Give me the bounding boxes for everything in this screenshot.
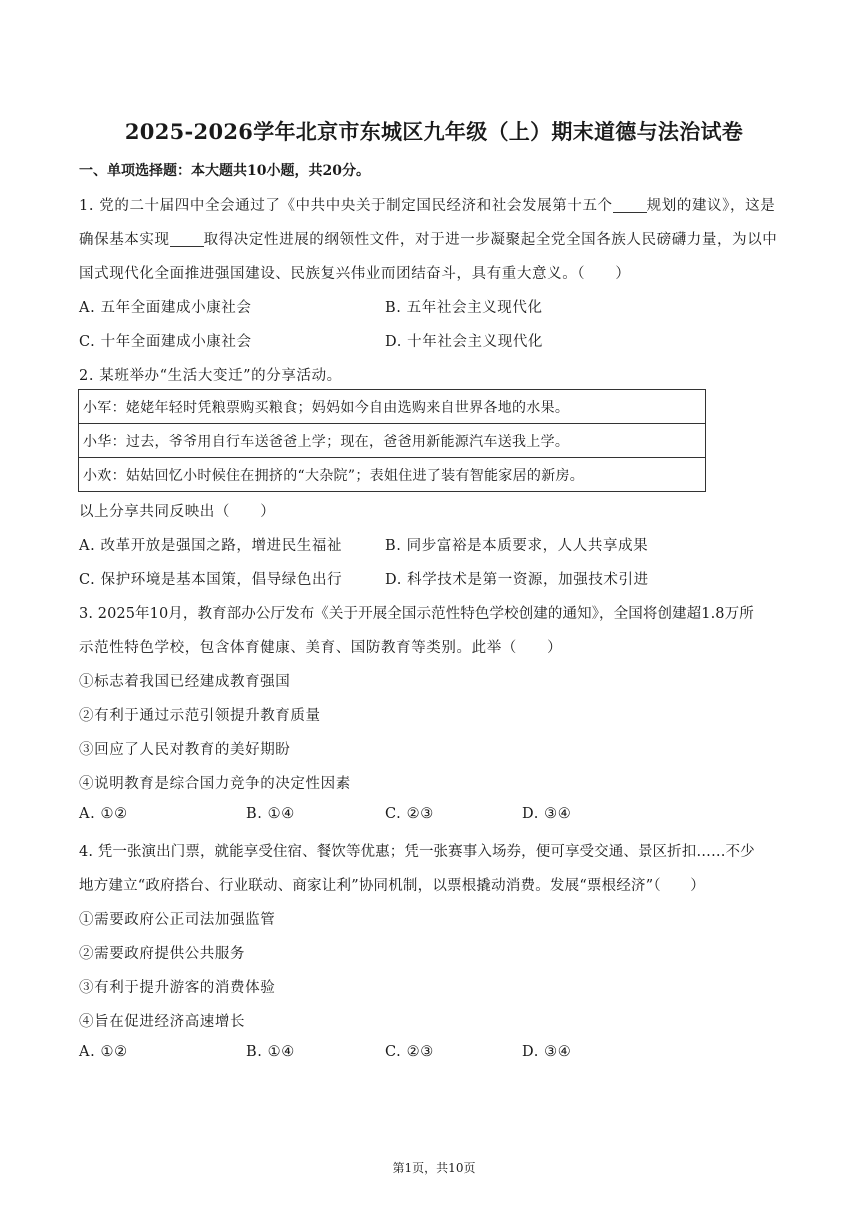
q1-option-a: A. 五年全面建成小康社会 [79, 300, 252, 316]
q4-item-1: ①需要政府公正司法加强监管 [79, 912, 276, 928]
q2-option-d: D. 科学技术是第一资源，加强技术引进 [385, 572, 649, 588]
q1-option-d: D. 十年社会主义现代化 [385, 334, 544, 350]
q2-row-3: 小欢：姑姑回忆小时候住在拥挤的“大杂院”；表姐住进了装有智能家居的新房。 [79, 458, 706, 492]
section-heading: 一、单项选择题：本大题共10小题，共20分。 [79, 163, 370, 179]
q3-item-2: ②有利于通过示范引领提升教育质量 [79, 708, 321, 724]
q1-option-c: C. 十年全面建成小康社会 [79, 334, 252, 350]
table-row [79, 390, 706, 424]
q1-line-1 [79, 194, 775, 215]
q3-option-c: C. ②③ [385, 806, 434, 822]
q1-option-b: B. 五年社会主义现代化 [385, 300, 543, 316]
q1-blank-1 [613, 198, 647, 213]
q3-item-4: ④说明教育是综合国力竞争的决定性因素 [79, 776, 351, 792]
q4-option-c: C. ②③ [385, 1044, 434, 1060]
q1-text-1a: 1. 党的二十届四中全会通过了《中共中央关于制定国民经济和社会发展第十五个 [79, 198, 613, 214]
q4-option-b: B. ①④ [246, 1044, 295, 1060]
q2-option-c: C. 保护环境是基本国策，倡导绿色出行 [79, 572, 343, 588]
q2-sharing-table [78, 389, 706, 492]
page-title: 2025-2026学年北京市东城区九年级（上）期末道德与法治试卷 [124, 119, 744, 144]
table-row [79, 458, 706, 492]
q1-text-1b: 规划的建议》，这是 [646, 198, 776, 214]
q1-line-3: 国式现代化全面推进强国建设、民族复兴伟业而团结奋斗，具有重大意义。（ ） [79, 266, 631, 282]
q3-option-d: D. ③④ [522, 806, 572, 822]
q3-item-3: ③回应了人民对教育的美好期盼 [79, 742, 291, 758]
q1-text-2a: 确保基本实现 [79, 232, 170, 248]
q4-line-2: 地方建立“政府搭台、行业联动、商家让利”协同机制，以票根撬动消费。发展“票根经济”（ ） [79, 878, 705, 894]
q4-item-3: ③有利于提升游客的消费体验 [79, 980, 276, 996]
q2-stem: 2. 某班举办“生活大变迁”的分享活动。 [79, 368, 342, 384]
q4-item-4: ④旨在促进经济高速增长 [79, 1014, 246, 1030]
page-footer: 第1页，共10页 [392, 1161, 476, 1175]
q3-line-1: 3. 2025年10月，教育部办公厅发布《关于开展全国示范性特色学校创建的通知》，全国将创建超1.8万所 [79, 606, 754, 622]
q4-line-1: 4. 凭一张演出门票，就能享受住宿、餐饮等优惠；凭一张赛事入场券，便可享受交通、景区折扣……不少 [79, 844, 755, 860]
q2-row-1: 小军：姥姥年轻时凭粮票购买粮食；妈妈如今自由选购来自世界各地的水果。 [79, 390, 706, 424]
q2-option-a: A. 改革开放是强国之路，增进民生福祉 [79, 538, 343, 554]
q2-row-2: 小华：过去，爷爷用自行车送爸爸上学；现在，爸爸用新能源汽车送我上学。 [79, 424, 706, 458]
q2-question: 以上分享共同反映出（ ） [79, 504, 276, 520]
q1-text-2b: 取得决定性进展的纲领性文件，对于进一步凝聚起全党全国各族人民磅礴力量，为以中 [203, 232, 778, 248]
q4-item-2: ②需要政府提供公共服务 [79, 946, 246, 962]
q3-option-b: B. ①④ [246, 806, 295, 822]
q3-item-1: ①标志着我国已经建成教育强国 [79, 674, 291, 690]
q4-option-d: D. ③④ [522, 1044, 572, 1060]
q1-line-2 [79, 228, 777, 249]
q4-option-a: A. ①② [79, 1044, 128, 1060]
q1-blank-2 [170, 232, 204, 247]
q3-option-a: A. ①② [79, 806, 128, 822]
q3-line-2: 示范性特色学校，包含体育健康、美育、国防教育等类别。此举（ ） [79, 640, 563, 656]
q2-option-b: B. 同步富裕是本质要求，人人共享成果 [385, 538, 649, 554]
table-row [79, 424, 706, 458]
